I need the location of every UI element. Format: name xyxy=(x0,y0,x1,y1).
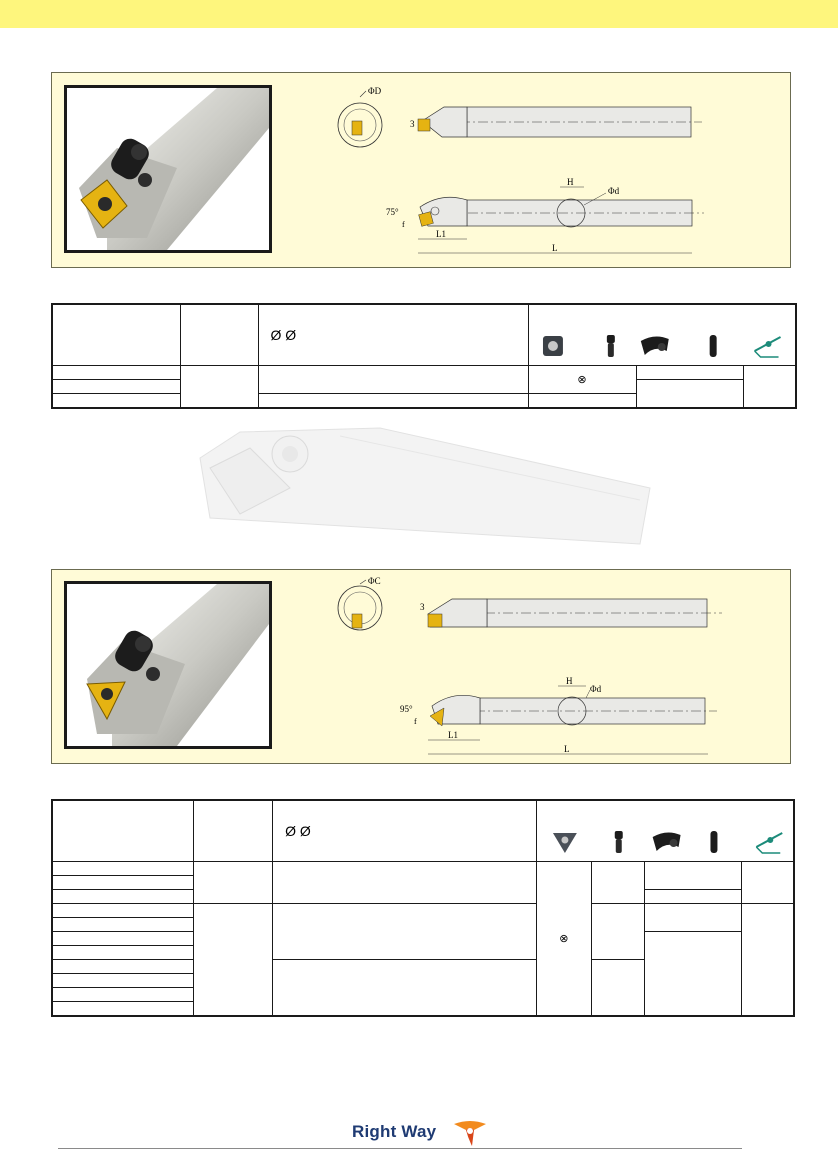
insert-spec-cell xyxy=(536,862,591,1017)
tool-photo-1 xyxy=(64,85,272,253)
screw-cell xyxy=(591,862,644,904)
symbol-otimes: ⊗ xyxy=(577,374,587,386)
table-row xyxy=(52,394,180,409)
part-cell xyxy=(636,366,743,380)
header-dimensions xyxy=(273,800,537,862)
logo-mark-icon xyxy=(452,1118,488,1148)
spare-parts-icons xyxy=(529,333,796,359)
screw-cell xyxy=(591,904,644,960)
brand-logo xyxy=(352,1118,492,1148)
key-cell xyxy=(742,862,794,904)
label-l: L xyxy=(564,744,570,754)
stock-cell xyxy=(193,904,272,1017)
key-cell xyxy=(743,366,796,409)
tool-photo-2 xyxy=(64,581,272,749)
pin-icon xyxy=(709,335,716,357)
spare-parts-icons xyxy=(537,829,793,855)
dim-cell xyxy=(258,394,528,409)
header-order-code xyxy=(52,800,193,862)
logo-text: Right Way xyxy=(352,1122,437,1141)
table-row xyxy=(52,876,193,890)
faded-tool-image xyxy=(180,418,660,548)
part-cell xyxy=(645,932,742,1017)
top-band xyxy=(0,0,838,28)
screw-cell xyxy=(591,960,644,1017)
dim-cell xyxy=(273,904,537,960)
spec-table-1 xyxy=(51,303,797,409)
diameter-symbols: Ø Ø xyxy=(285,823,311,839)
stock-cell xyxy=(180,366,258,409)
key-wrench-icon xyxy=(756,833,782,853)
screw-icon xyxy=(615,831,623,853)
part-cell xyxy=(645,862,742,890)
dim-cell xyxy=(258,366,528,394)
pin-icon xyxy=(710,831,717,853)
label-f: f xyxy=(414,717,417,726)
insert-spec-cell xyxy=(528,366,636,394)
table-row xyxy=(52,988,193,1002)
part-cell xyxy=(645,890,742,904)
table-row xyxy=(52,960,193,974)
label-angle-top: 3 xyxy=(420,602,425,612)
symbol-otimes: ⊗ xyxy=(559,933,569,945)
header-stock xyxy=(193,800,272,862)
table-row xyxy=(52,918,193,932)
label-angle-top: 3 xyxy=(410,119,415,129)
screw-icon xyxy=(606,335,614,357)
stock-cell xyxy=(193,862,272,904)
label-l1: L1 xyxy=(448,730,458,740)
table-row xyxy=(52,932,193,946)
label-phi-d: Φd xyxy=(608,186,620,196)
key-cell xyxy=(742,904,794,1017)
table-row xyxy=(52,974,193,988)
tool-panel-2 xyxy=(51,569,791,764)
label-angle: 95° xyxy=(400,704,413,714)
label-height: H xyxy=(566,676,573,686)
table-row xyxy=(52,366,180,380)
tool-drawing-1 xyxy=(332,77,782,267)
part-cell xyxy=(645,904,742,932)
table-row xyxy=(52,380,180,394)
dim-cell xyxy=(273,960,537,1017)
label-l1: L1 xyxy=(436,229,446,239)
insert-trigon-icon xyxy=(553,833,577,853)
table-row xyxy=(52,862,193,876)
diameter-symbols: Ø Ø xyxy=(270,327,297,343)
spec-table-2 xyxy=(51,799,795,1017)
table-row xyxy=(52,1002,193,1017)
label-phi-d-top: ΦD xyxy=(368,86,382,96)
label-phi-d-top: ΦC xyxy=(368,576,381,586)
label-l: L xyxy=(552,243,558,253)
dim-cell xyxy=(273,862,537,904)
part-cell xyxy=(636,380,743,409)
label-f: f xyxy=(402,220,405,229)
header-spare-parts xyxy=(536,800,794,862)
key-wrench-icon xyxy=(754,337,780,357)
tool-drawing-2 xyxy=(332,574,782,764)
insert-spec-cell xyxy=(528,394,636,409)
table-row xyxy=(52,904,193,918)
header-spare-parts xyxy=(528,304,796,366)
tool-panel-1 xyxy=(51,72,791,268)
header-stock xyxy=(180,304,258,366)
label-angle: 75° xyxy=(386,207,399,217)
table-row xyxy=(52,946,193,960)
header-dimensions xyxy=(258,304,528,366)
table-row xyxy=(52,890,193,904)
label-height: H xyxy=(567,177,574,187)
header-order-code xyxy=(52,304,180,366)
insert-square-icon xyxy=(542,336,562,356)
label-phi-d: Φd xyxy=(590,684,602,694)
clamp-icon xyxy=(640,336,668,355)
footer-rule xyxy=(58,1148,742,1149)
clamp-icon xyxy=(652,832,680,851)
